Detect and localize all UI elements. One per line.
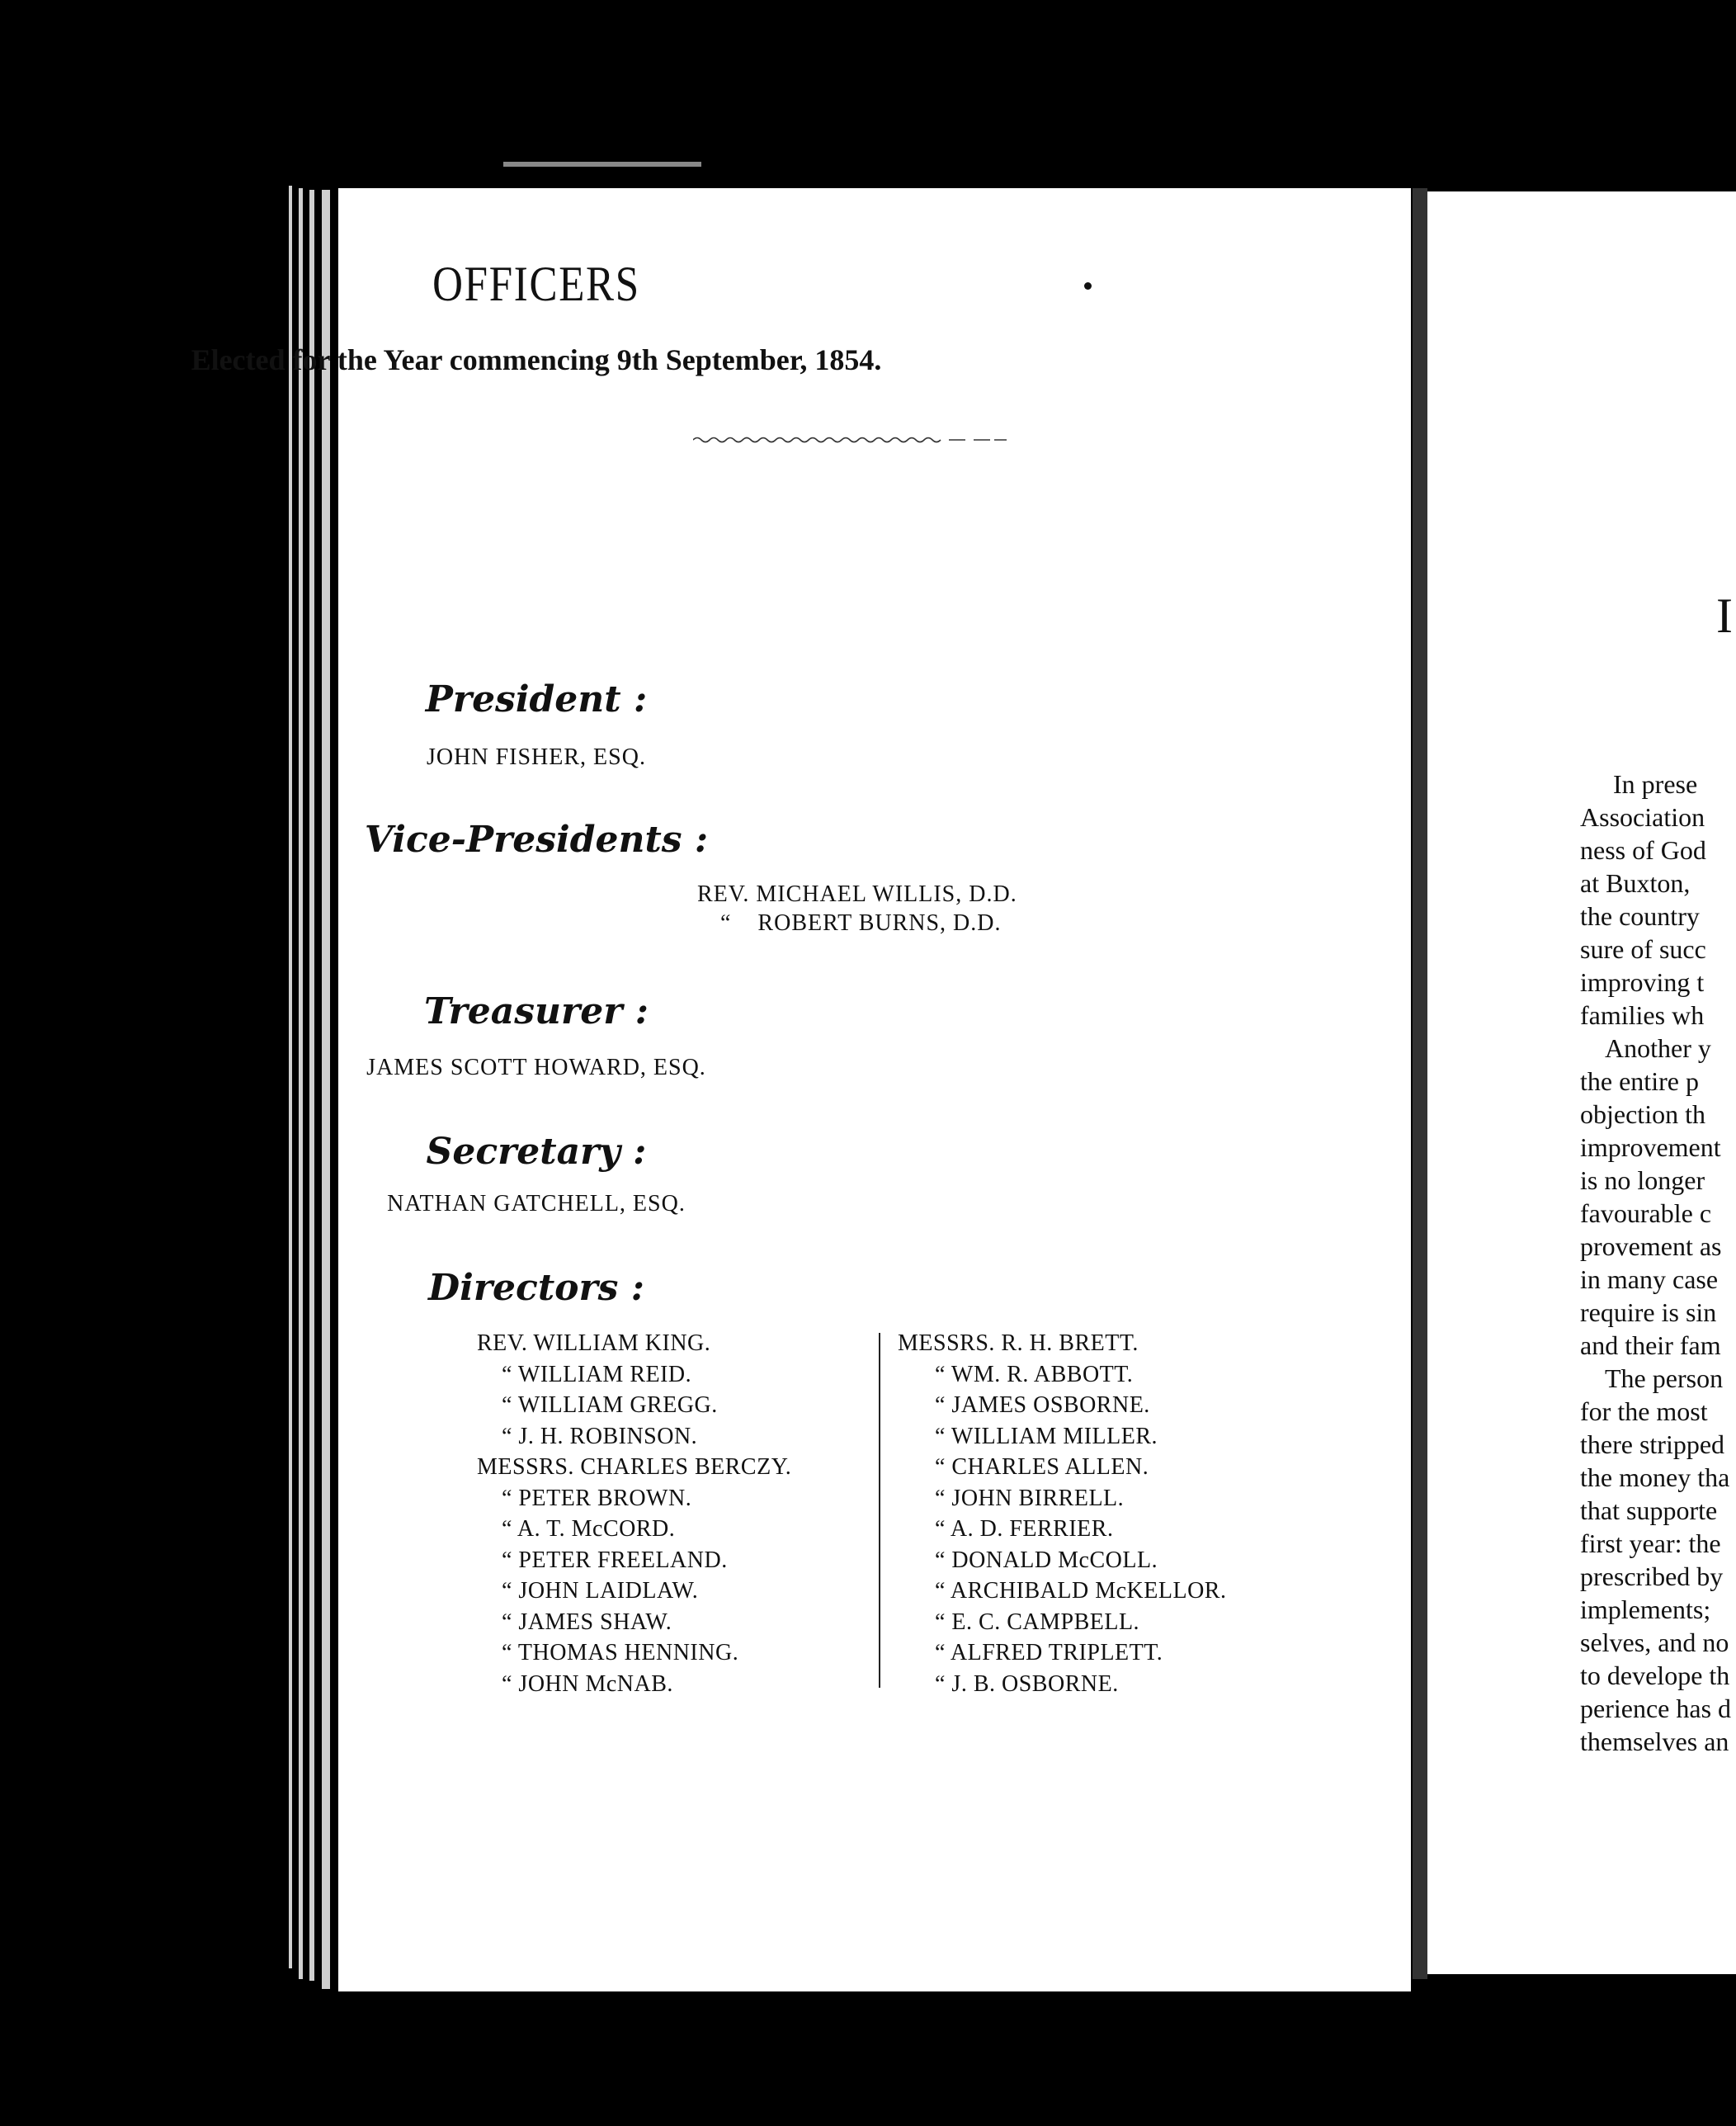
page-edge-line <box>322 190 330 1989</box>
treasurer-heading: Treasurer : <box>424 990 649 1032</box>
facing-text-line: sure of succ <box>1580 934 1706 964</box>
facing-text-line: improving t <box>1580 967 1705 997</box>
vice-president-name: REV. MICHAEL WILLIS, D.D. <box>697 881 1017 907</box>
facing-text-line: implements; <box>1580 1594 1711 1624</box>
director-entry: “ JOHN BIRRELL. <box>935 1485 1125 1511</box>
director-entry: “ A. D. FERRIER. <box>935 1516 1114 1542</box>
secretary-name: NATHAN GATCHELL, ESQ. <box>387 1191 686 1217</box>
page-edge-line <box>299 188 303 1979</box>
vice-president-name: “ ROBERT BURNS, D.D. <box>720 910 1002 936</box>
facing-text-line: the entire p <box>1580 1066 1699 1096</box>
facing-text-line: selves, and no <box>1580 1628 1729 1657</box>
facing-text-line: first year: the <box>1580 1528 1721 1558</box>
facing-text-line: that supporte <box>1580 1495 1718 1525</box>
vice-presidents-heading: Vice-Presidents : <box>364 819 709 861</box>
director-entry: “ WILLIAM MILLER. <box>935 1423 1158 1449</box>
director-entry: “ A. T. McCORD. <box>502 1516 676 1542</box>
director-entry: “ JOHN McNAB. <box>502 1670 673 1697</box>
column-divider <box>879 1333 880 1688</box>
director-entry: MESSRS. CHARLES BERCZY. <box>477 1454 792 1480</box>
directors-heading: Directors : <box>427 1267 645 1309</box>
facing-text-line: at Buxton, <box>1580 868 1691 898</box>
directors-left-column <box>477 1330 791 1702</box>
page-subtitle: Elected for the Year commencing 9th September, 1854. <box>191 343 882 376</box>
director-entry: “ WILLIAM REID. <box>502 1361 692 1387</box>
ink-dot <box>1084 282 1092 290</box>
page-title: OFFICERS <box>432 257 640 311</box>
director-entry: REV. WILLIAM KING. <box>477 1330 711 1356</box>
facing-text-line: In prese <box>1613 769 1698 799</box>
treasurer-name: JAMES SCOTT HOWARD, ESQ. <box>366 1055 706 1080</box>
secretary-heading: Secretary : <box>426 1131 647 1173</box>
facing-text-line: to develope th <box>1580 1661 1730 1690</box>
director-entry: “ ALFRED TRIPLETT. <box>935 1640 1163 1665</box>
left-page <box>338 188 1411 1991</box>
director-entry: “ CHARLES ALLEN. <box>935 1454 1149 1480</box>
director-entry: “ THOMAS HENNING. <box>502 1640 739 1665</box>
facing-text-line: prescribed by <box>1580 1561 1724 1591</box>
director-entry: “ DONALD McCOLL. <box>935 1547 1158 1573</box>
director-entry: “ E. C. CAMPBELL. <box>935 1609 1140 1635</box>
facing-text-line: Association <box>1580 802 1705 832</box>
facing-text-line: themselves an <box>1580 1727 1729 1756</box>
facing-text-line: and their fam <box>1580 1330 1721 1360</box>
facing-text-line: families wh <box>1580 1000 1705 1030</box>
director-entry: “ JAMES SHAW. <box>502 1609 672 1635</box>
director-entry: “ PETER BROWN. <box>502 1485 692 1511</box>
director-entry: “ WM. R. ABBOTT. <box>935 1361 1134 1387</box>
president-heading: President : <box>425 678 648 720</box>
facing-text-line: provement as <box>1580 1231 1722 1261</box>
director-entry: “ WILLIAM GREGG. <box>502 1392 718 1418</box>
director-entry: “ PETER FREELAND. <box>502 1547 728 1573</box>
facing-text-line: improvement <box>1580 1132 1721 1162</box>
director-entry: “ J. H. ROBINSON. <box>502 1423 698 1449</box>
facing-text-line: the country <box>1580 901 1700 931</box>
facing-text-line: favourable c <box>1580 1198 1712 1228</box>
facing-text-line: there stripped <box>1580 1429 1725 1459</box>
ornamental-rule <box>693 436 1007 444</box>
facing-text-line: require is sin <box>1580 1297 1717 1327</box>
facing-text-line: the money tha <box>1580 1462 1730 1492</box>
director-entry: MESSRS. R. H. BRETT. <box>898 1330 1139 1356</box>
director-entry: “ JAMES OSBORNE. <box>935 1392 1150 1418</box>
director-entry: “ JOHN LAIDLAW. <box>502 1578 699 1604</box>
president-name: JOHN FISHER, ESQ. <box>427 744 646 770</box>
facing-text-line: perience has d <box>1580 1694 1732 1723</box>
facing-text-line: for the most <box>1580 1396 1708 1426</box>
gutter-shadow <box>1413 188 1427 1979</box>
facing-text-line: The person <box>1605 1363 1724 1393</box>
facing-page <box>1427 191 1736 1974</box>
facing-text-line: is no longer <box>1580 1165 1705 1195</box>
facing-text-line: in many case <box>1580 1264 1719 1294</box>
page-edge-line <box>503 162 701 167</box>
facing-heading-fragment: I <box>1716 588 1733 643</box>
facing-text-line: Another y <box>1605 1033 1711 1063</box>
page-edge-line <box>309 190 314 1981</box>
director-entry: “ J. B. OSBORNE. <box>935 1670 1119 1697</box>
directors-right-column <box>898 1330 1226 1702</box>
director-entry: “ ARCHIBALD McKELLOR. <box>935 1578 1227 1604</box>
facing-text-line: objection th <box>1580 1099 1705 1129</box>
facing-text-line: ness of God <box>1580 835 1706 865</box>
